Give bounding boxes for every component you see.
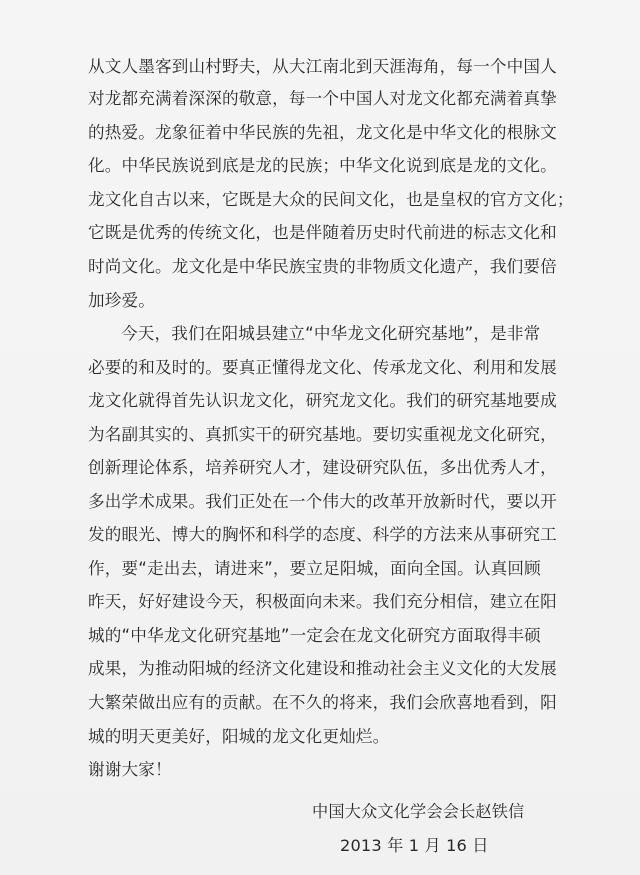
paragraph2-line-7: 发的眼光、博大的胸怀和科学的态度、科学的方法来从事研究工	[88, 525, 557, 544]
paragraph2-line-11: 成果，为推动阳城的经济文化建设和推动社会主义文化的大发展	[88, 659, 557, 678]
paragraph2-line-4: 为名副其实的、真抓实干的研究基地。要切实重视龙文化研究，	[88, 425, 557, 444]
paragraph2-line-1: 今天，我们在阳城县建立“中华龙文化研究基地”，是非常	[121, 324, 541, 343]
paragraph2-line-2: 必要的和及时的。要真正懂得龙文化、传承龙文化、利用和发展	[88, 358, 557, 377]
paragraph2-line-3: 龙文化就得首先认识龙文化，研究龙文化。我们的研究基地要成	[88, 391, 557, 410]
paragraph1-line-4: 化。中华民族说到底是龙的民族；中华文化说到底是龙的文化。	[88, 156, 557, 175]
paragraph2-line-5: 创新理论体系，培养研究人才，建设研究队伍，多出优秀人才，	[88, 458, 557, 477]
paragraph2-line-13: 城的明天更美好，阳城的龙文化更灿烂。	[88, 727, 390, 746]
paragraph2-line-12: 大繁荣做出应有的贡献。在不久的将来，我们会欣喜地看到，阳	[88, 693, 557, 712]
signature-date: 2013 年 1 月 16 日	[340, 836, 489, 855]
paragraph1-line-1: 从文人墨客到山村野夫，从大江南北到天涯海角，每一个中国人	[88, 57, 557, 76]
closing-thanks: 谢谢大家！	[88, 760, 172, 779]
paragraph1-line-7: 时尚文化。龙文化是中华民族宝贵的非物质文化遗产，我们要倍	[88, 257, 557, 276]
paragraph1-line-6: 它既是优秀的传统文化，也是伴随着历史时代前进的标志文化和	[88, 223, 557, 242]
paragraph1-line-2: 对龙都充满着深深的敬意，每一个中国人对龙文化都充满着真挚	[88, 89, 557, 108]
paragraph1-line-5: 龙文化自古以来，它既是大众的民间文化，也是皇权的官方文化；	[88, 190, 574, 209]
paragraph1-line-3: 的热爱。龙象征着中华民族的先祖，龙文化是中华文化的根脉文	[88, 123, 557, 142]
paragraph2-line-8: 作，要“走出去，请进来”，要立足阳城，面向全国。认真回顾	[88, 559, 541, 578]
paragraph2-line-10: 城的“中华龙文化研究基地”一定会在龙文化研究方面取得丰硕	[88, 626, 541, 645]
paragraph1-line-8: 加珍爱。	[88, 291, 155, 310]
paragraph2-line-9: 昨天，好好建设今天，积极面向未来。我们充分相信，建立在阳	[88, 592, 557, 611]
paragraph2-line-6: 多出学术成果。我们正处在一个伟大的改革开放新时代，要以开	[88, 492, 557, 511]
signature: 中国大众文化学会会长赵铁信	[312, 802, 525, 821]
